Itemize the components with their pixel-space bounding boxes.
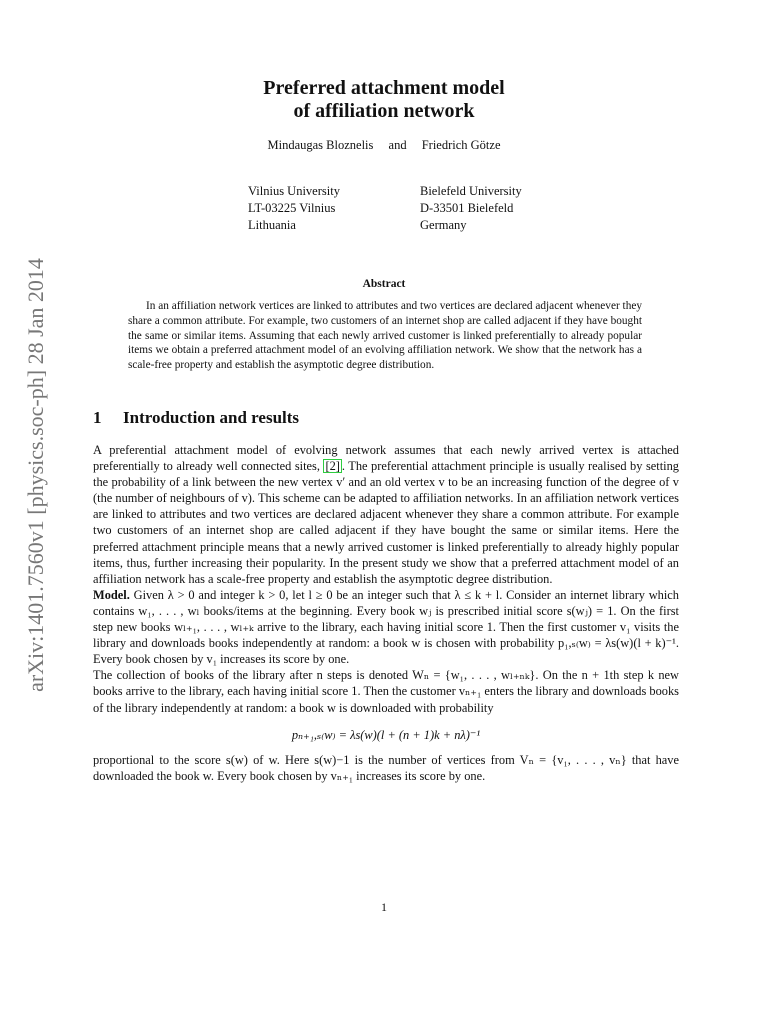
section-title: Introduction and results bbox=[123, 408, 300, 427]
abstract-heading: Abstract bbox=[362, 278, 406, 290]
affiliation-line: D-33501 Bielefeld bbox=[420, 201, 514, 215]
paragraph-text: Given λ > 0 and integer k > 0, let l ≥ 0 be an integer such that λ ≤ k + l. Consider an internet library which contains w₁, . . . , wₗ books/items at the beginning. Every book wⱼ is prescribed initial score s(wⱼ) = 1. On the first step new books wₗ₊₁, . . . , wₗ₊ₖ arrive to the library, each having initial score 1. Then the first customer v₁ visits the library and downloads books independently at random: a book w is chosen with probability p₁,ₛ₍w₎ = λs(w)(l + k)⁻¹. Every book chosen by v₁ increases its score by one. bbox=[93, 587, 679, 667]
body-text bbox=[93, 442, 679, 784]
paper-title bbox=[0, 77, 768, 123]
abstract-body bbox=[128, 299, 642, 373]
affiliation-line: LT-03225 Vilnius bbox=[248, 201, 336, 215]
paragraph-text: A preferential attachment model of evolving network assumes that each newly arrived vertex is attached preferentially to already well connected sites, bbox=[93, 443, 679, 474]
paragraph-text: . The preferential attachment principle is usually realised by setting the probability of a link between the new vertex v′ and an old vertex v to be an increasing function of the degree of v (the number of neighbours of v). This scheme can be adapted to affiliation networks. In an affiliation network vertices are linked to attributes and two vertices are declared adjacent whenever they share a common attribute. For example two customers of an internet shop are called adjacent if they have bought the same or similar items. Here the preferred attachment principle means that a newly arrived customer is linked preferentially to already highly popular items, thus, further increasing their popularity. In the present study we show that a preferred attachment model of an affiliation network has a scale-free property and establish the asymptotic degree distribution. bbox=[93, 459, 679, 586]
section-number: 1 bbox=[93, 408, 102, 427]
title-line-1: Preferred attachment model bbox=[263, 77, 505, 99]
page-number: 1 bbox=[381, 900, 387, 914]
author-name: Mindaugas Bloznelis bbox=[267, 138, 374, 152]
paragraph-collection: The collection of books of the library after n steps is denoted Wₙ = {w₁, . . . , wₗ₊ₙₖ}. On the n + 1th step k new books arrive to the library, each having initial score 1. Then the customer vₙ₊₁ enters the library and downloads books of the library independently at random: a book w is downloaded with probability bbox=[93, 668, 679, 715]
paragraph-intro bbox=[93, 442, 679, 587]
affiliation-line: Germany bbox=[420, 218, 467, 232]
author-separator: and bbox=[388, 138, 407, 152]
paragraph-proportional: proportional to the score s(w) of w. Here s(w)−1 is the number of vertices from Vₙ = {v₁, . . . , vₙ} that have downloaded the book w. Every book chosen by vₙ₊₁ increases its score by one. bbox=[93, 752, 679, 783]
author-list bbox=[0, 138, 768, 153]
affiliation-left bbox=[248, 183, 340, 234]
affiliation-line: Bielefeld University bbox=[420, 184, 522, 198]
abstract-text: In an affiliation network vertices are linked to attributes and two vertices are declared adjacent whenever they share a common attribute. For example, two customers of an internet shop are called adjacent if they have bought the same or similar items. Assuming that each newly arrived customer is linked preferentially to already popular items we obtain a preferred attachment model of an evolving affiliation network. We show that the network has a scale-free property and establish the asymptotic degree distribution. bbox=[128, 300, 643, 372]
section-heading bbox=[93, 408, 299, 428]
probability-equation: pₙ₊₁,ₛ₍w₎ = λs(w)(l + (n + 1)k + nλ)⁻¹ bbox=[291, 727, 481, 742]
title-line-2: of affiliation network bbox=[293, 100, 475, 122]
affiliation-line: Lithuania bbox=[248, 218, 296, 232]
author-name: Friedrich Götze bbox=[421, 138, 501, 152]
affiliation-right bbox=[420, 183, 522, 234]
model-label: Model. bbox=[93, 587, 130, 602]
citation-link[interactable]: [2] bbox=[325, 459, 340, 474]
paragraph-model bbox=[93, 587, 679, 667]
arxiv-identifier-stamp: arXiv:1401.7560v1 [physics.soc-ph] 28 Jan 2014 bbox=[23, 258, 48, 692]
affiliation-line: Vilnius University bbox=[248, 184, 340, 198]
